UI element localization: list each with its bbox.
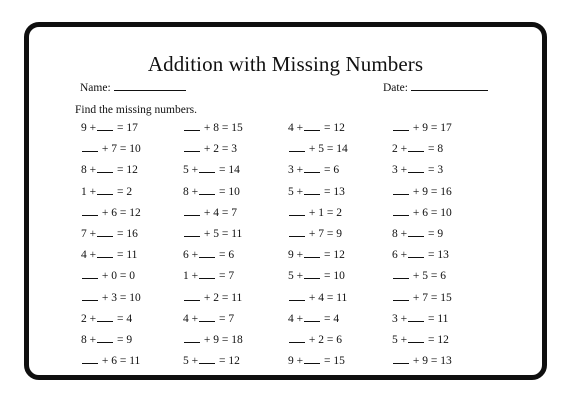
answer-blank xyxy=(393,363,409,364)
problem-right-text: + 9 = 16 xyxy=(410,185,452,198)
answer-blank xyxy=(304,130,320,131)
problem-item xyxy=(81,312,132,326)
problem-right-text: + 5 = 14 xyxy=(306,143,348,156)
problem-right-text: + 6 = 11 xyxy=(99,355,141,368)
answer-blank xyxy=(393,130,409,131)
problem-right-text: + 1 = 2 xyxy=(306,206,342,219)
problem-left-text: 5 + xyxy=(392,334,408,346)
problem-item xyxy=(392,312,448,326)
problem-left-text: 9 + xyxy=(288,355,304,368)
problem-item xyxy=(183,312,234,326)
problem-left-text: 2 + xyxy=(392,143,408,156)
problem-left-text: 9 + xyxy=(288,249,304,262)
problem-item xyxy=(183,248,234,262)
worksheet-frame xyxy=(24,22,547,380)
problem-right-text: = 2 xyxy=(114,185,133,198)
problem-left-text: 8 + xyxy=(81,334,97,346)
answer-blank xyxy=(97,236,113,237)
answer-blank xyxy=(97,130,113,131)
problem-item xyxy=(288,291,347,305)
answer-blank xyxy=(199,278,215,279)
answer-blank xyxy=(393,278,409,279)
answer-blank xyxy=(304,321,320,322)
answer-blank xyxy=(289,342,305,343)
problem-item xyxy=(81,269,135,283)
problem-left-text: 6 + xyxy=(183,249,199,262)
problem-right-text: = 4 xyxy=(321,312,340,325)
problem-item xyxy=(392,206,452,220)
problem-item xyxy=(81,248,137,262)
name-label: Name: xyxy=(80,82,111,94)
problem-item xyxy=(81,206,141,220)
answer-blank xyxy=(97,172,113,173)
problem-right-text: + 2 = 3 xyxy=(201,143,237,156)
problem-item xyxy=(183,185,240,199)
problem-left-text: 9 + xyxy=(81,122,97,134)
date-label: Date: xyxy=(383,82,408,94)
problem-item xyxy=(392,269,446,283)
problem-right-text: + 8 = 15 xyxy=(201,122,243,134)
problem-left-text: 5 + xyxy=(183,355,199,368)
problem-left-text: 1 + xyxy=(81,185,97,198)
problem-item xyxy=(288,185,345,199)
problem-left-text: 2 + xyxy=(81,312,97,325)
problem-item xyxy=(288,354,345,368)
answer-blank xyxy=(304,257,320,258)
problem-item xyxy=(81,227,138,241)
problem-right-text: = 11 xyxy=(425,312,449,325)
problem-left-text: 3 + xyxy=(392,312,408,325)
answer-blank xyxy=(199,363,215,364)
name-line xyxy=(114,90,186,91)
problem-item xyxy=(392,227,443,241)
problem-right-text: = 16 xyxy=(114,228,138,240)
problem-item xyxy=(288,206,342,220)
problem-item xyxy=(288,121,345,135)
problem-right-text: = 12 xyxy=(114,164,138,177)
answer-blank xyxy=(184,215,200,216)
problem-left-text: 6 + xyxy=(392,249,408,262)
problem-left-text: 5 + xyxy=(288,270,304,283)
answer-blank xyxy=(184,300,200,301)
answer-blank xyxy=(82,215,98,216)
answer-blank xyxy=(199,172,215,173)
answer-blank xyxy=(304,278,320,279)
problem-right-text: = 8 xyxy=(425,143,444,156)
problem-right-text: + 6 = 12 xyxy=(99,206,141,219)
problem-right-text: = 14 xyxy=(216,164,240,177)
problem-right-text: + 4 = 7 xyxy=(201,206,237,219)
problem-right-text: = 9 xyxy=(425,228,444,240)
answer-blank xyxy=(408,257,424,258)
worksheet-title: Addition with Missing Numbers xyxy=(147,52,424,76)
problem-left-text: 3 + xyxy=(288,164,304,177)
problem-right-text: = 12 xyxy=(321,249,345,262)
problem-right-text: + 7 = 10 xyxy=(99,143,141,156)
problem-right-text: + 5 = 11 xyxy=(201,228,243,240)
answer-blank xyxy=(304,363,320,364)
problem-right-text: = 7 xyxy=(216,270,235,283)
problem-item xyxy=(288,269,345,283)
problem-right-text: = 12 xyxy=(321,122,345,134)
problem-right-text: = 10 xyxy=(216,185,240,198)
problem-item xyxy=(288,227,342,241)
answer-blank xyxy=(393,215,409,216)
answer-blank xyxy=(97,194,113,195)
answer-blank xyxy=(97,342,113,343)
problem-right-text: + 9 = 17 xyxy=(410,122,452,134)
problem-right-text: = 3 xyxy=(425,164,444,177)
problem-item xyxy=(288,333,342,347)
problem-right-text: = 6 xyxy=(321,164,340,177)
answer-blank xyxy=(408,172,424,173)
problem-left-text: 8 + xyxy=(392,228,408,240)
problem-item xyxy=(392,291,452,305)
problem-right-text: = 13 xyxy=(425,249,449,262)
problem-right-text: + 3 = 10 xyxy=(99,291,141,304)
answer-blank xyxy=(184,342,200,343)
answer-blank xyxy=(82,278,98,279)
problem-item xyxy=(81,142,141,156)
problem-item xyxy=(288,163,339,177)
problem-right-text: + 9 = 13 xyxy=(410,355,452,368)
answer-blank xyxy=(97,257,113,258)
problem-item xyxy=(392,185,452,199)
answer-blank xyxy=(408,151,424,152)
problem-left-text: 5 + xyxy=(183,164,199,177)
problem-left-text: 4 + xyxy=(288,122,304,134)
problem-item xyxy=(288,248,345,262)
problem-right-text: = 7 xyxy=(216,312,235,325)
answer-blank xyxy=(82,300,98,301)
problem-right-text: = 9 xyxy=(114,334,133,346)
problem-right-text: + 2 = 11 xyxy=(201,291,243,304)
problem-item xyxy=(81,121,138,135)
problem-right-text: + 6 = 10 xyxy=(410,206,452,219)
answer-blank xyxy=(393,300,409,301)
problem-item xyxy=(183,206,237,220)
problem-item xyxy=(183,227,242,241)
answer-blank xyxy=(184,151,200,152)
date-line xyxy=(411,90,488,91)
problem-left-text: 4 + xyxy=(288,312,304,325)
problem-right-text: = 15 xyxy=(321,355,345,368)
answer-blank xyxy=(199,321,215,322)
problem-item xyxy=(392,248,449,262)
problem-right-text: = 17 xyxy=(114,122,138,134)
instructions: Find the missing numbers. xyxy=(75,104,198,116)
problem-item xyxy=(81,163,138,177)
answer-blank xyxy=(289,151,305,152)
problem-item xyxy=(183,291,242,305)
problem-right-text: = 6 xyxy=(216,249,235,262)
problem-item xyxy=(288,142,348,156)
problem-item xyxy=(183,354,240,368)
problem-left-text: 7 + xyxy=(81,228,97,240)
problem-item xyxy=(183,142,237,156)
problem-right-text: = 11 xyxy=(114,249,138,262)
problem-right-text: + 7 = 9 xyxy=(306,228,342,240)
answer-blank xyxy=(408,321,424,322)
problem-item xyxy=(288,312,339,326)
answer-blank xyxy=(184,236,200,237)
problem-left-text: 5 + xyxy=(288,185,304,198)
problem-item xyxy=(392,163,443,177)
answer-blank xyxy=(97,321,113,322)
answer-blank xyxy=(408,236,424,237)
answer-blank xyxy=(408,342,424,343)
problem-item xyxy=(392,333,449,347)
answer-blank xyxy=(304,172,320,173)
answer-blank xyxy=(393,194,409,195)
problem-right-text: = 12 xyxy=(425,334,449,346)
answer-blank xyxy=(289,300,305,301)
problem-item xyxy=(392,142,443,156)
problem-right-text: = 4 xyxy=(114,312,133,325)
problem-item xyxy=(81,354,140,368)
problem-item xyxy=(392,354,452,368)
answer-blank xyxy=(82,363,98,364)
problem-left-text: 4 + xyxy=(81,249,97,262)
answer-blank xyxy=(289,215,305,216)
date-field xyxy=(383,82,488,94)
answer-blank xyxy=(199,257,215,258)
problem-item xyxy=(81,333,132,347)
problem-left-text: 4 + xyxy=(183,312,199,325)
answer-blank xyxy=(184,130,200,131)
problem-item xyxy=(81,185,132,199)
problem-item xyxy=(81,291,141,305)
answer-blank xyxy=(289,236,305,237)
answer-blank xyxy=(199,194,215,195)
problem-right-text: + 9 = 18 xyxy=(201,334,243,346)
problem-item xyxy=(392,121,452,135)
problem-left-text: 8 + xyxy=(81,164,97,177)
problem-right-text: + 2 = 6 xyxy=(306,334,342,346)
problem-left-text: 3 + xyxy=(392,164,408,177)
problem-right-text: + 7 = 15 xyxy=(410,291,452,304)
answer-blank xyxy=(304,194,320,195)
problem-item xyxy=(183,121,243,135)
problem-left-text: 1 + xyxy=(183,270,199,283)
problem-right-text: = 12 xyxy=(216,355,240,368)
problem-left-text: 8 + xyxy=(183,185,199,198)
answer-blank xyxy=(82,151,98,152)
problem-right-text: + 0 = 0 xyxy=(99,270,135,283)
problem-right-text: = 13 xyxy=(321,185,345,198)
problem-item xyxy=(183,269,234,283)
problem-right-text: = 10 xyxy=(321,270,345,283)
problem-right-text: + 5 = 6 xyxy=(410,270,446,283)
problem-item xyxy=(183,163,240,177)
problem-right-text: + 4 = 11 xyxy=(306,291,348,304)
name-field xyxy=(80,82,186,94)
problem-item xyxy=(183,333,243,347)
